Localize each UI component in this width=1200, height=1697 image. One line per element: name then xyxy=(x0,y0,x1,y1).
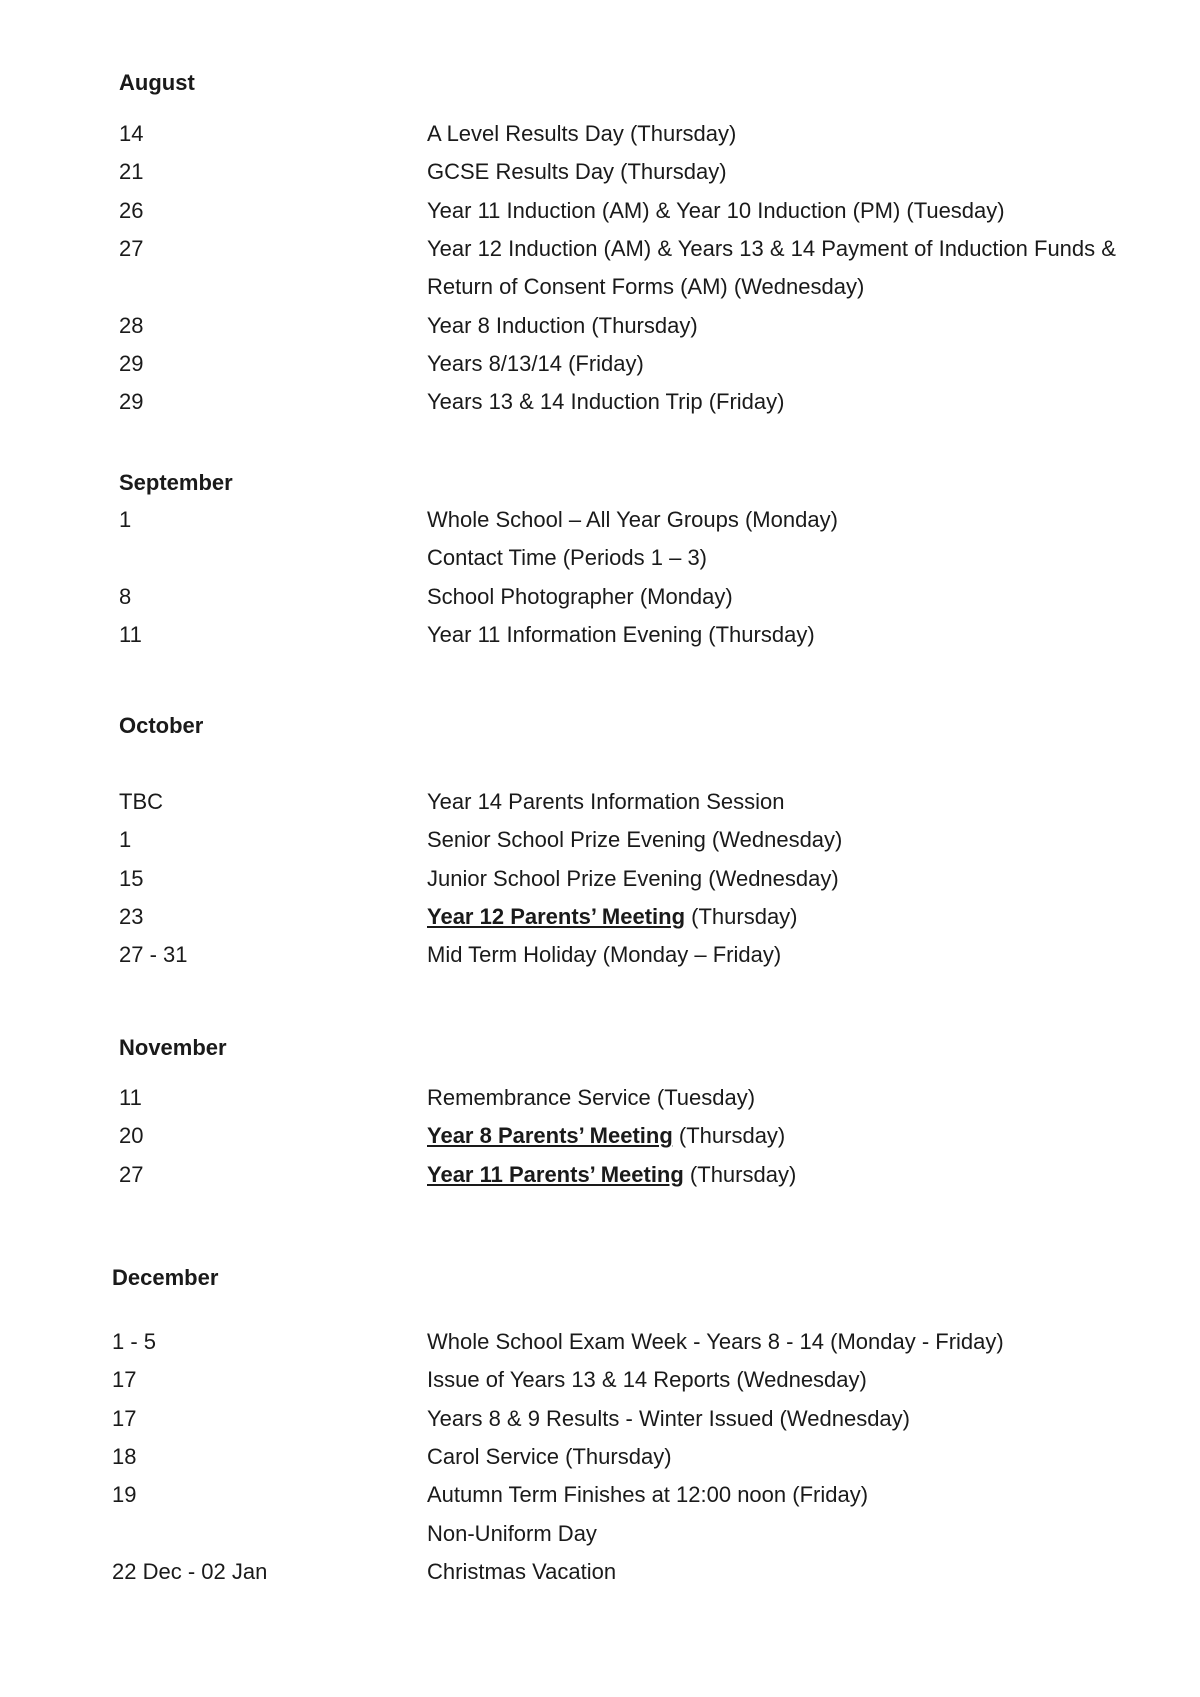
event-row xyxy=(0,1367,1200,1403)
event-description xyxy=(427,507,838,533)
event-text: Senior School Prize Evening (Wednesday) xyxy=(427,827,843,853)
event-emphasis: Year 8 Parents’ Meeting xyxy=(427,1123,673,1149)
event-text: Contact Time (Periods 1 – 3) xyxy=(427,545,708,571)
event-description xyxy=(427,1085,755,1111)
event-date: 27 - 31 xyxy=(119,942,188,968)
event-description xyxy=(427,351,644,377)
event-date: 11 xyxy=(119,1085,142,1110)
event-description xyxy=(427,198,1005,224)
event-text: Whole School – All Year Groups (Monday) xyxy=(427,507,838,532)
event-date: 1 xyxy=(119,827,132,853)
event-continuation-row xyxy=(0,274,1200,310)
event-description xyxy=(427,121,736,147)
event-text: School Photographer (Monday) xyxy=(427,583,733,609)
month-heading: August xyxy=(119,70,195,95)
event-row xyxy=(0,1329,1200,1365)
event-text: Years 8/13/14 (Friday) xyxy=(427,350,644,376)
event-date: 1 - 5 xyxy=(112,1329,157,1354)
event-description xyxy=(427,622,815,648)
event-text: Carol Service (Thursday) xyxy=(427,1443,672,1469)
event-row xyxy=(0,827,1200,863)
event-date: 27 xyxy=(119,235,144,261)
event-description xyxy=(427,236,1116,262)
event-description xyxy=(427,313,698,339)
event-date: 17 xyxy=(112,1367,137,1393)
event-text: Remembrance Service (Tuesday) xyxy=(427,1085,756,1110)
event-date: 18 xyxy=(112,1443,137,1469)
event-description xyxy=(427,1329,1004,1355)
month-heading: December xyxy=(112,1265,219,1290)
event-date: 26 xyxy=(119,197,144,223)
event-date: 11 xyxy=(119,621,142,647)
event-text: Years 13 & 14 Induction Trip (Friday) xyxy=(427,389,785,415)
event-row xyxy=(0,1162,1200,1198)
event-row xyxy=(0,121,1200,157)
event-row xyxy=(0,507,1200,543)
event-date: 21 xyxy=(119,159,144,185)
event-row xyxy=(0,1482,1200,1518)
event-date: 29 xyxy=(119,350,144,376)
event-text: Year 12 Induction (AM) & Years 13 & 14 Payment of Induction Funds & xyxy=(427,235,1116,261)
event-emphasis: Year 11 Parents’ Meeting xyxy=(427,1161,684,1187)
event-description xyxy=(427,545,707,571)
event-row xyxy=(0,389,1200,425)
event-date: 20 xyxy=(119,1123,144,1149)
event-text: Years 8 & 9 Results - Winter Issued (Wednesday) xyxy=(427,1405,910,1431)
event-date: 22 Dec - 02 Jan xyxy=(112,1558,268,1584)
event-description xyxy=(427,1162,796,1188)
event-description xyxy=(427,789,785,815)
event-row xyxy=(0,789,1200,825)
event-row xyxy=(0,1123,1200,1159)
event-date: 15 xyxy=(119,865,144,891)
event-date: 1 xyxy=(119,507,132,532)
event-row xyxy=(0,942,1200,978)
event-description xyxy=(427,1444,672,1470)
event-date: 8 xyxy=(119,583,132,609)
event-row xyxy=(0,1406,1200,1442)
event-row xyxy=(0,904,1200,940)
event-row xyxy=(0,866,1200,902)
event-text: Junior School Prize Evening (Wednesday) xyxy=(427,865,839,891)
event-text: (Thursday) xyxy=(683,1161,797,1187)
event-row xyxy=(0,236,1200,272)
event-date: 23 xyxy=(119,903,144,929)
event-text: (Thursday) xyxy=(672,1123,786,1149)
event-text: GCSE Results Day (Thursday) xyxy=(427,159,727,185)
event-row xyxy=(0,351,1200,387)
event-continuation-row xyxy=(0,545,1200,581)
event-text: Mid Term Holiday (Monday – Friday) xyxy=(427,942,782,968)
event-description xyxy=(427,159,727,185)
event-description xyxy=(427,274,864,300)
month-heading: October xyxy=(119,713,204,738)
event-date: TBC xyxy=(119,789,163,814)
event-text: Autumn Term Finishes at 12:00 noon (Friday) xyxy=(427,1482,869,1508)
event-date: 19 xyxy=(112,1482,137,1508)
event-text: Year 11 Induction (AM) & Year 10 Induction (PM) (Tuesday) xyxy=(427,197,1005,223)
event-description xyxy=(427,1559,616,1585)
event-date: 28 xyxy=(119,312,144,338)
event-text: Year 14 Parents Information Session xyxy=(427,789,785,814)
event-description xyxy=(427,1482,868,1508)
event-emphasis: Year 12 Parents’ Meeting xyxy=(427,903,686,929)
event-date: 14 xyxy=(119,121,144,146)
event-text: Christmas Vacation xyxy=(427,1558,617,1584)
event-description xyxy=(427,1367,867,1393)
event-text: Year 11 Information Evening (Thursday) xyxy=(427,621,815,647)
event-description xyxy=(427,1521,597,1547)
month-heading: September xyxy=(119,470,233,495)
event-text: Issue of Years 13 & 14 Reports (Wednesday) xyxy=(427,1367,867,1393)
event-description xyxy=(427,827,842,853)
event-text: A Level Results Day (Thursday) xyxy=(427,121,737,146)
event-text: Return of Consent Forms (AM) (Wednesday) xyxy=(427,274,865,300)
event-description xyxy=(427,942,781,968)
event-text: Non-Uniform Day xyxy=(427,1520,597,1546)
event-text: Year 8 Induction (Thursday) xyxy=(427,312,698,338)
event-description xyxy=(427,389,784,415)
event-text: (Thursday) xyxy=(685,903,798,929)
event-row xyxy=(0,622,1200,658)
event-row xyxy=(0,159,1200,195)
month-heading: November xyxy=(119,1035,227,1060)
event-row xyxy=(0,584,1200,620)
event-row xyxy=(0,1559,1200,1595)
event-date: 27 xyxy=(119,1161,144,1187)
event-row xyxy=(0,1085,1200,1121)
event-description xyxy=(427,904,798,930)
event-row xyxy=(0,1444,1200,1480)
event-row xyxy=(0,313,1200,349)
event-continuation-row xyxy=(0,1521,1200,1557)
event-description xyxy=(427,1406,910,1432)
event-description xyxy=(427,1123,785,1149)
event-text: Whole School Exam Week - Years 8 - 14 (Monday - Friday) xyxy=(427,1329,1004,1354)
event-date: 29 xyxy=(119,389,144,415)
event-row xyxy=(0,198,1200,234)
event-description xyxy=(427,584,733,610)
event-description xyxy=(427,866,839,892)
event-date: 17 xyxy=(112,1405,137,1431)
